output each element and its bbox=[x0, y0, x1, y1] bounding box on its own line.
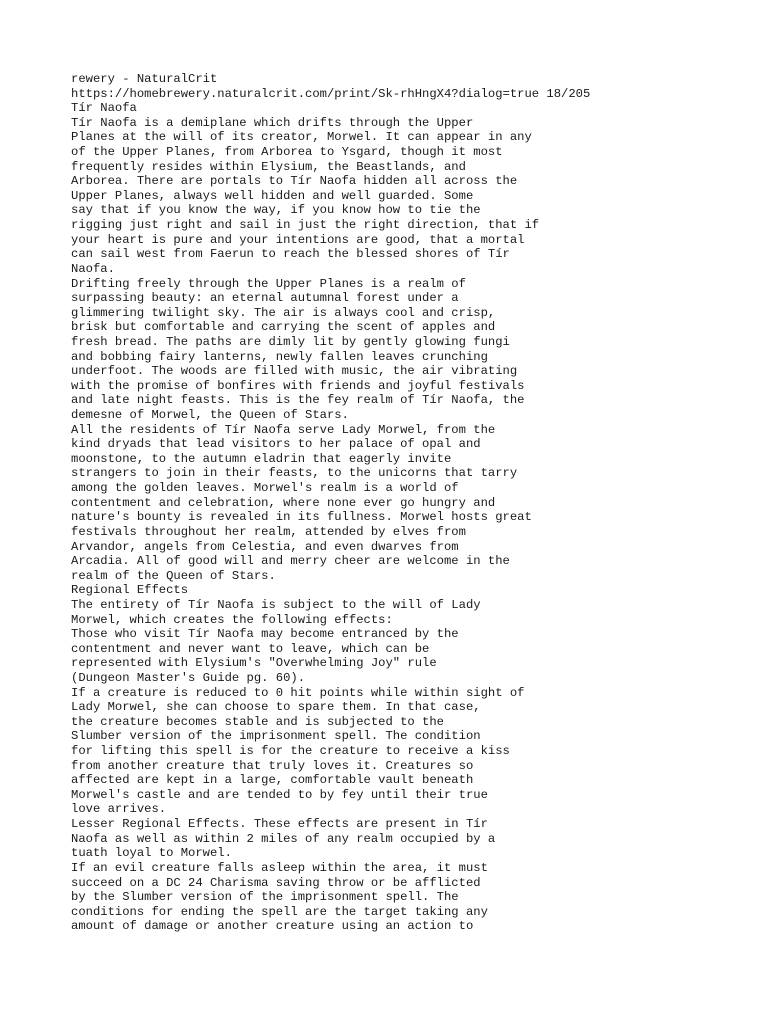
document-line: contentment and celebration, where none ever go hungry and bbox=[71, 495, 496, 510]
document-line: with the promise of bonfires with friends and joyful festivals bbox=[71, 378, 525, 393]
document-line: Morwel, which creates the following effects: bbox=[71, 612, 393, 627]
document-line: amount of damage or another creature using an action to bbox=[71, 919, 474, 934]
document-line: Lesser Regional Effects. These effects are present in Tír bbox=[71, 817, 488, 832]
document-line: nature's bounty is revealed in its fullness. Morwel hosts great bbox=[71, 510, 532, 525]
document-line: Arcadia. All of good will and merry cheer are welcome in the bbox=[71, 554, 510, 569]
document-line: Naofa as well as within 2 miles of any realm occupied by a bbox=[71, 831, 496, 846]
document-line: and bobbing fairy lanterns, newly fallen leaves crunching bbox=[71, 349, 488, 364]
document-line: among the golden leaves. Morwel's realm is a world of bbox=[71, 481, 459, 496]
document-line: Those who visit Tír Naofa may become entranced by the bbox=[71, 627, 459, 642]
document-line: tuath loyal to Morwel. bbox=[71, 846, 232, 861]
document-line: of the Upper Planes, from Arborea to Ysgard, though it most bbox=[71, 145, 503, 160]
document-line: Tír Naofa bbox=[71, 101, 137, 116]
document-line: contentment and never want to leave, which can be bbox=[71, 641, 430, 656]
document-line: from another creature that truly loves it. Creatures so bbox=[71, 758, 474, 773]
document-line: demesne of Morwel, the Queen of Stars. bbox=[71, 408, 349, 423]
document-line: Upper Planes, always well hidden and well guarded. Some bbox=[71, 188, 474, 203]
document-line: (Dungeon Master's Guide pg. 60). bbox=[71, 670, 306, 685]
document-line: love arrives. bbox=[71, 802, 167, 817]
document-line: Drifting freely through the Upper Planes is a realm of bbox=[71, 276, 466, 291]
document-line: Tír Naofa is a demiplane which drifts through the Upper bbox=[71, 115, 474, 130]
document-line: affected are kept in a large, comfortable vault beneath bbox=[71, 773, 474, 788]
document-line: Lady Morwel, she can choose to spare them. In that case, bbox=[71, 700, 481, 715]
document-line: moonstone, to the autumn eladrin that eagerly invite bbox=[71, 451, 452, 466]
document-line: brisk but comfortable and carrying the scent of apples and bbox=[71, 320, 496, 335]
document-line: for lifting this spell is for the creature to receive a kiss bbox=[71, 744, 510, 759]
document-body bbox=[71, 101, 751, 934]
document-line: Morwel's castle and are tended to by fey until their true bbox=[71, 787, 488, 802]
document-line: The entirety of Tír Naofa is subject to the will of Lady bbox=[71, 597, 481, 612]
document-line: fresh bread. The paths are dimly lit by gently glowing fungi bbox=[71, 334, 510, 349]
document-line: If a creature is reduced to 0 hit points while within sight of bbox=[71, 685, 525, 700]
document-line: conditions for ending the spell are the target taking any bbox=[71, 904, 488, 919]
document-line: strangers to join in their feasts, to the unicorns that tarry bbox=[71, 466, 518, 481]
document-line: frequently resides within Elysium, the Beastlands, and bbox=[71, 159, 466, 174]
document-line: Slumber version of the imprisonment spell. The condition bbox=[71, 729, 481, 744]
document-line: say that if you know the way, if you know how to tie the bbox=[71, 203, 481, 218]
document-line: Arborea. There are portals to Tír Naofa hidden all across the bbox=[71, 174, 518, 189]
header-title: rewery - NaturalCrit bbox=[71, 72, 218, 86]
header-url: https://homebrewery.naturalcrit.com/print/Sk-rhHngX4?dialog=true 18/205 bbox=[71, 86, 591, 101]
document-line: the creature becomes stable and is subjected to the bbox=[71, 714, 444, 729]
document-line: Arvandor, angels from Celestia, and even dwarves from bbox=[71, 539, 459, 554]
document-line: succeed on a DC 24 Charisma saving throw or be afflicted bbox=[71, 875, 481, 890]
document-line: and late night feasts. This is the fey realm of Tír Naofa, the bbox=[71, 393, 525, 408]
document-line: Regional Effects bbox=[71, 583, 189, 598]
document-line: Planes at the will of its creator, Morwel. It can appear in any bbox=[71, 130, 532, 145]
document-line: festivals throughout her realm, attended by elves from bbox=[71, 524, 466, 539]
document-line: your heart is pure and your intentions are good, that a mortal bbox=[71, 232, 525, 247]
document-line: underfoot. The woods are filled with music, the air vibrating bbox=[71, 364, 518, 379]
document-line: can sail west from Faerun to reach the blessed shores of Tír bbox=[71, 247, 510, 262]
document-line: kind dryads that lead visitors to her palace of opal and bbox=[71, 437, 481, 452]
print-page bbox=[71, 72, 751, 934]
document-line: surpassing beauty: an eternal autumnal forest under a bbox=[71, 291, 459, 306]
document-line: realm of the Queen of Stars. bbox=[71, 568, 276, 583]
document-line: represented with Elysium's "Overwhelming Joy" rule bbox=[71, 656, 437, 671]
document-line: Naofa. bbox=[71, 261, 115, 276]
document-line: by the Slumber version of the imprisonment spell. The bbox=[71, 890, 459, 905]
document-line: If an evil creature falls asleep within the area, it must bbox=[71, 860, 488, 875]
document-line: glimmering twilight sky. The air is always cool and crisp, bbox=[71, 305, 496, 320]
document-line: rigging just right and sail in just the right direction, that if bbox=[71, 218, 540, 233]
document-line: All the residents of Tír Naofa serve Lady Morwel, from the bbox=[71, 422, 496, 437]
